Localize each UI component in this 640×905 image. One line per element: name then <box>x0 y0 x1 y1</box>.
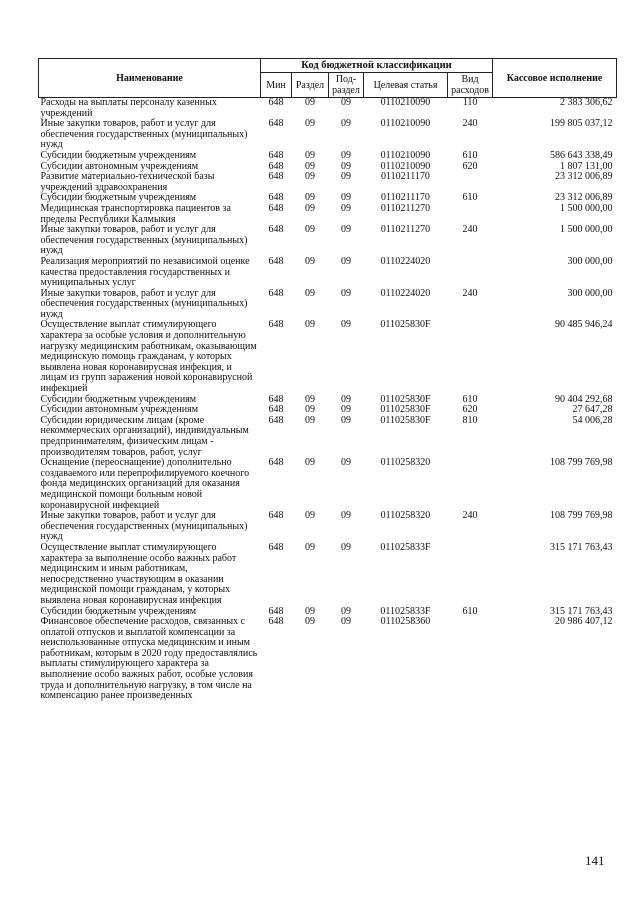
row-min: 648 <box>268 616 284 628</box>
row-razdel: 09 <box>305 224 315 236</box>
row-vid <box>448 172 493 193</box>
row-amount: 90 404 292,68 <box>555 393 613 405</box>
row-podrazdel: 09 <box>341 171 351 183</box>
row-min: 648 <box>268 457 284 469</box>
table-row <box>39 172 617 193</box>
row-celevaya: 0110210090 <box>380 118 431 130</box>
row-min: 648 <box>268 118 284 130</box>
row-name: Субсидии бюджетным учреждениям <box>40 192 197 204</box>
row-razdel: 09 <box>305 149 315 161</box>
row-vid: 620 <box>462 160 478 172</box>
row-name: Оснащение (переоснащение) дополнительно создаваемого или перепрофилируемого коечного фонда медицинских организаций для оказания медицинской помощи больным новой коронавирусной инфекцией <box>40 457 250 511</box>
row-name: Субсидии автономным учреждениям <box>40 160 199 172</box>
row-podrazdel: 09 <box>341 160 351 172</box>
table-body <box>39 98 617 702</box>
table-row <box>39 511 617 543</box>
table-row <box>39 119 617 151</box>
row-vid <box>448 257 493 289</box>
page-number: 141 <box>585 853 605 868</box>
row-min: 648 <box>268 510 284 522</box>
row-name: Иные закупки товаров, работ и услуг для обеспечения государственных (муниципальных) нужд <box>40 118 248 151</box>
row-vid: 240 <box>462 510 478 522</box>
row-name: Медицинская транспортировка пациентов за пределы Республики Калмыкия <box>40 202 231 225</box>
row-vid: 240 <box>462 224 478 236</box>
row-podrazdel: 09 <box>341 414 351 426</box>
row-vid <box>448 320 493 394</box>
row-celevaya: 011025833F <box>380 605 431 617</box>
row-min: 648 <box>268 319 284 331</box>
row-name: Иные закупки товаров, работ и услуг для обеспечения государственных (муниципальных) нужд <box>40 287 248 320</box>
table-row <box>39 320 617 394</box>
row-vid: 110 <box>462 97 478 108</box>
row-podrazdel: 09 <box>341 616 351 628</box>
header-code-group: Код бюджетной классификации <box>261 59 493 73</box>
row-name: Субсидии бюджетным учреждениям <box>40 605 197 617</box>
row-vid <box>448 458 493 511</box>
header-min: Мин <box>261 73 292 98</box>
row-vid <box>448 543 493 607</box>
row-podrazdel: 09 <box>341 202 351 214</box>
row-celevaya: 011025833F <box>380 541 431 553</box>
row-amount: 315 171 763,43 <box>550 541 613 553</box>
header-vid: Вид расходов <box>448 73 493 98</box>
budget-table <box>38 58 617 702</box>
row-vid: 620 <box>462 404 478 416</box>
row-min: 648 <box>268 404 284 416</box>
row-razdel: 09 <box>305 160 315 172</box>
table-row <box>39 257 617 289</box>
row-celevaya: 0110211170 <box>381 192 430 204</box>
row-podrazdel: 09 <box>341 97 351 108</box>
row-min: 648 <box>268 224 284 236</box>
table-row <box>39 543 617 607</box>
row-celevaya: 011025830F <box>380 319 431 331</box>
row-podrazdel: 09 <box>341 605 351 617</box>
row-min: 648 <box>268 287 284 299</box>
table-row <box>39 204 617 225</box>
row-amount: 2 383 306,62 <box>560 97 613 108</box>
row-amount: 1 500 000,00 <box>560 202 613 214</box>
row-amount: 23 312 006,89 <box>555 171 613 183</box>
row-celevaya: 011025830F <box>380 414 431 426</box>
row-razdel: 09 <box>305 171 315 183</box>
row-podrazdel: 09 <box>341 319 351 331</box>
row-name: Развитие материально-технической базы учреждений здравоохранения <box>40 171 215 193</box>
row-razdel: 09 <box>305 414 315 426</box>
row-min: 648 <box>268 160 284 172</box>
row-amount: 300 000,00 <box>567 255 613 267</box>
row-vid: 810 <box>462 414 478 426</box>
row-amount: 315 171 763,43 <box>550 605 613 617</box>
row-amount: 23 312 006,89 <box>555 192 613 204</box>
row-celevaya: 0110258320 <box>380 510 431 522</box>
row-vid <box>448 204 493 225</box>
row-name: Осуществление выплат стимулирующего характера за особые условия и дополнительную нагрузку медицинским работникам, оказывающим медицинскую помощь гражданам, у которых выявлена новая коронавирусная инфекция, и лицам из групп заражения новой коронавирусной инфекцией <box>40 319 257 395</box>
table-row <box>39 151 617 162</box>
row-podrazdel: 09 <box>341 255 351 267</box>
row-amount: 1 807 131,00 <box>560 160 613 172</box>
row-celevaya: 0110224020 <box>380 255 431 267</box>
row-min: 648 <box>268 541 284 553</box>
row-podrazdel: 09 <box>341 118 351 130</box>
row-podrazdel: 09 <box>341 287 351 299</box>
row-vid: 610 <box>462 605 478 617</box>
row-razdel: 09 <box>305 457 315 469</box>
row-name: Расходы на выплаты персоналу казенных учреждений <box>40 97 217 119</box>
row-vid: 240 <box>462 118 478 130</box>
row-celevaya: 0110258320 <box>380 457 431 469</box>
row-name: Субсидии бюджетным учреждениям <box>40 149 197 161</box>
row-podrazdel: 09 <box>341 192 351 204</box>
budget-table-container <box>38 58 616 702</box>
row-min: 648 <box>268 255 284 267</box>
row-celevaya: 011025830F <box>380 393 431 405</box>
row-amount: 300 000,00 <box>567 287 613 299</box>
row-celevaya: 011025830F <box>380 404 431 416</box>
row-podrazdel: 09 <box>341 149 351 161</box>
row-razdel: 09 <box>305 616 315 628</box>
row-razdel: 09 <box>305 192 315 204</box>
row-celevaya: 0110258360 <box>380 616 431 628</box>
row-min: 648 <box>268 414 284 426</box>
row-celevaya: 0110211270 <box>380 224 431 236</box>
header-celevaya: Целевая статья <box>364 73 448 98</box>
row-vid: 240 <box>462 287 478 299</box>
row-name: Субсидии бюджетным учреждениям <box>40 393 197 405</box>
row-amount: 54 006,28 <box>572 414 613 426</box>
row-podrazdel: 09 <box>341 457 351 469</box>
row-vid: 610 <box>462 149 478 161</box>
table-row <box>39 225 617 257</box>
row-min: 648 <box>268 202 284 214</box>
row-razdel: 09 <box>305 287 315 299</box>
header-razdel: Раздел <box>292 73 329 98</box>
row-razdel: 09 <box>305 510 315 522</box>
row-min: 648 <box>268 192 284 204</box>
row-razdel: 09 <box>305 202 315 214</box>
row-vid: 610 <box>462 393 478 405</box>
row-amount: 90 485 946,24 <box>555 319 613 331</box>
row-celevaya: 0110211270 <box>380 202 431 214</box>
row-razdel: 09 <box>305 118 315 130</box>
header-podrazdel: Под-раздел <box>329 73 364 98</box>
row-razdel: 09 <box>305 393 315 405</box>
table-row <box>39 416 617 458</box>
row-celevaya: 0110210090 <box>380 97 431 108</box>
row-min: 648 <box>268 393 284 405</box>
row-amount: 1 500 000,00 <box>560 224 613 236</box>
row-podrazdel: 09 <box>341 393 351 405</box>
table-row <box>39 617 617 702</box>
row-razdel: 09 <box>305 319 315 331</box>
row-name: Финансовое обеспечение расходов, связанных с оплатой отпусков и выплатой компенсации за неиспользованные отпуска медицинским и иным работникам, которым в 2020 году предоставлялись выплаты стимулирующего характера за выполнение особо важных работ, особые условия труда и дополнительную нагрузку, в том числе на компенсацию ранее произведенных <box>40 616 258 702</box>
header-ispolnenie: Кассовое исполнение <box>493 59 617 98</box>
row-celevaya: 0110210090 <box>380 149 431 161</box>
table-row <box>39 98 617 120</box>
row-podrazdel: 09 <box>341 541 351 553</box>
row-razdel: 09 <box>305 255 315 267</box>
row-amount: 108 799 769,98 <box>550 510 613 522</box>
row-name: Иные закупки товаров, работ и услуг для обеспечения государственных (муниципальных) нужд <box>40 510 248 543</box>
row-name: Реализация мероприятий по независимой оценке качества предоставления государственных и муниципальных услуг <box>40 255 250 289</box>
row-amount: 20 986 407,12 <box>555 616 613 628</box>
row-min: 648 <box>268 149 284 161</box>
table-row <box>39 458 617 511</box>
row-podrazdel: 09 <box>341 510 351 522</box>
row-podrazdel: 09 <box>341 404 351 416</box>
row-amount: 27 647,28 <box>572 404 613 416</box>
row-name: Субсидии автономным учреждениям <box>40 404 199 416</box>
row-name: Субсидии юридическим лицам (кроме некоммерческих организаций), индивидуальным предпринимателям, физическим лицам - производителям товаров, работ, услуг <box>40 414 249 458</box>
table-header <box>39 59 617 98</box>
row-razdel: 09 <box>305 97 315 108</box>
row-min: 648 <box>268 97 284 108</box>
row-vid <box>448 617 493 702</box>
row-min: 648 <box>268 605 284 617</box>
row-razdel: 09 <box>305 605 315 617</box>
row-celevaya: 0110224020 <box>380 287 431 299</box>
row-razdel: 09 <box>305 541 315 553</box>
row-amount: 586 643 338,49 <box>550 149 613 161</box>
header-name: Наименование <box>39 59 261 98</box>
row-celevaya: 0110211170 <box>381 171 430 183</box>
row-name: Осуществление выплат стимулирующего характера за выполнение особо важных работ медицинским и иным работникам, непосредственно участвующим в оказании медицинской помощи гражданам, у которых выявлена новая коронавирусная инфекция <box>40 541 237 606</box>
row-min: 648 <box>268 171 284 183</box>
row-amount: 199 805 037,12 <box>550 118 613 130</box>
row-celevaya: 0110210090 <box>380 160 431 172</box>
row-razdel: 09 <box>305 404 315 416</box>
row-amount: 108 799 769,98 <box>550 457 613 469</box>
row-podrazdel: 09 <box>341 224 351 236</box>
table-row <box>39 289 617 321</box>
row-name: Иные закупки товаров, работ и услуг для обеспечения государственных (муниципальных) нужд <box>40 224 248 257</box>
row-vid: 610 <box>462 192 478 204</box>
